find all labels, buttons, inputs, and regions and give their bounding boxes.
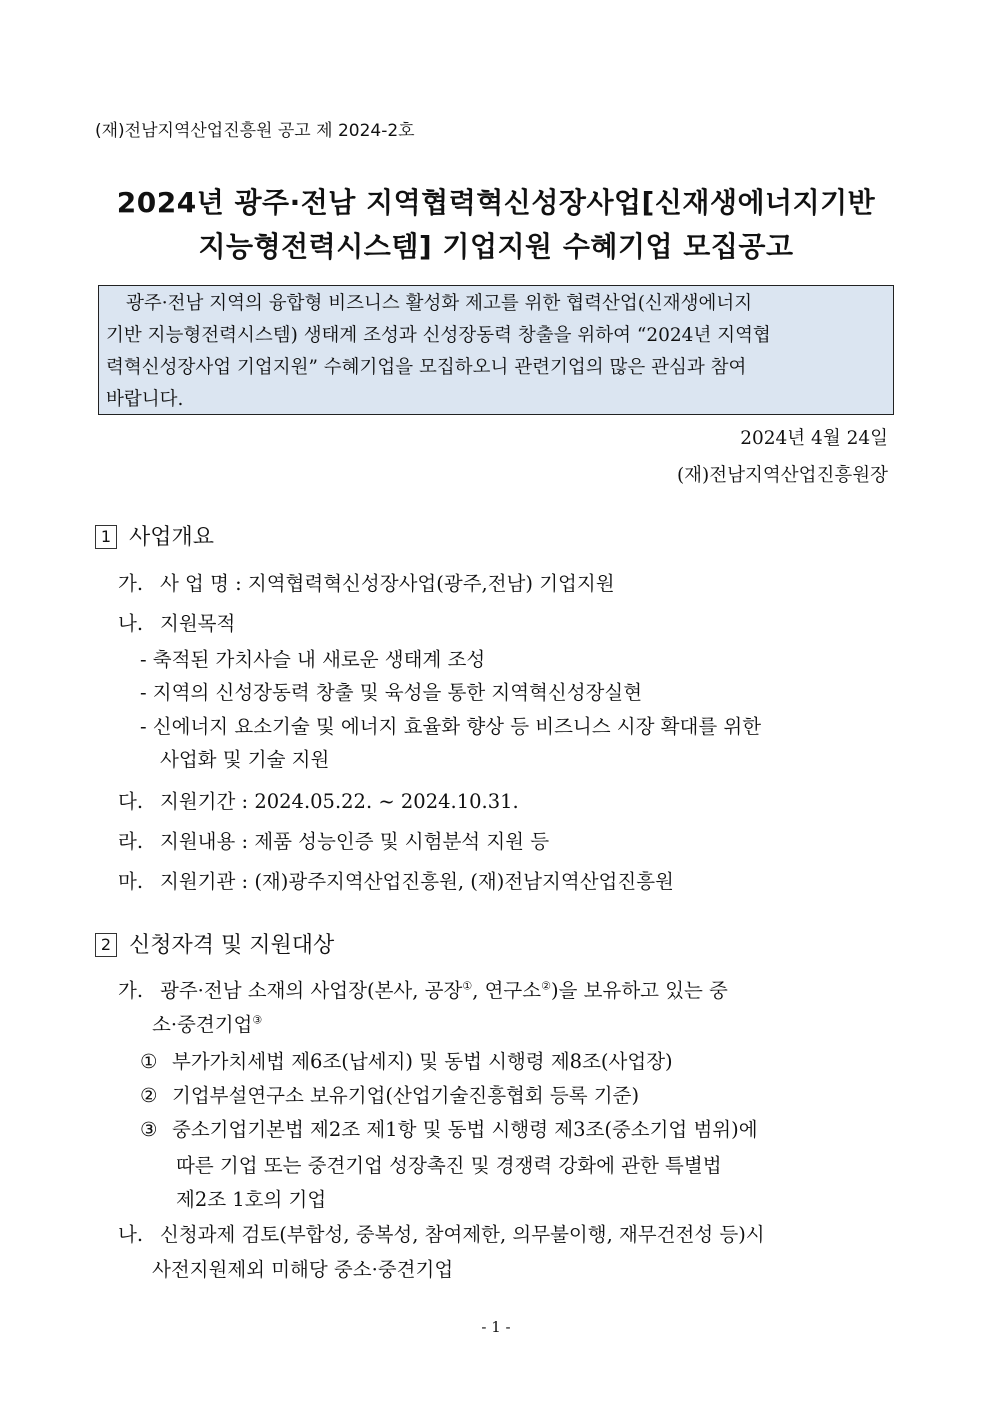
title-line-1: 2024년 광주·전남 지역협력혁신성장사업[신재생에너지기반: [116, 186, 876, 219]
purpose-bullet-continuation: 사업화 및 기술 지원: [160, 748, 330, 771]
footnote-3-continuation: 제2조 1호의 기업: [176, 1188, 327, 1211]
section-2-item-a-continuation: 소·중견기업③: [152, 1013, 263, 1036]
intro-line-1: 광주·전남 지역의 융합형 비즈니스 활성화 제고를 위한 협력산업(신재생에너지: [126, 293, 753, 314]
intro-box: [98, 285, 894, 415]
section-1-item-d: 라. 지원내용 : 제품 성능인증 및 시험분석 지원 등: [118, 830, 550, 853]
intro-line-3: 력혁신성장사업 기업지원” 수혜기업을 모집하오니 관련기업의 많은 관심과 참여: [106, 357, 747, 378]
section-2-heading: [95, 928, 334, 959]
purpose-bullet: - 축적된 가치사슬 내 새로운 생태계 조성: [140, 648, 486, 671]
intro-line-4: 바랍니다.: [106, 389, 184, 410]
section-1-item-c: 다. 지원기간 : 2024.05.22. ~ 2024.10.31.: [118, 790, 519, 813]
section-2-item-b-continuation: 사전지원제외 미해당 중소·중견기업: [152, 1258, 454, 1281]
intro-line-2: 기반 지능형전력시스템) 생태계 조성과 신성장동력 창출을 위하여 “2024년 지역협: [106, 325, 771, 346]
section-1-heading: [95, 520, 214, 551]
section-1-item-e: 마. 지원기관 : (재)광주지역산업진흥원, (재)전남지역산업진흥원: [118, 870, 674, 893]
footnote-marker: ③: [252, 1013, 263, 1027]
section-number-box: 1: [95, 525, 117, 549]
section-1-item-a: 가. 사 업 명 : 지역협력혁신성장사업(광주,전남) 기업지원: [118, 572, 615, 595]
footnote-marker: ②: [541, 979, 551, 993]
footnote-3-continuation: 따른 기업 또는 중견기업 성장촉진 및 경쟁력 강화에 관한 특별법: [176, 1154, 722, 1177]
section-title: 신청자격 및 지원대상: [129, 933, 335, 958]
notice-date: 2024년 4월 24일: [740, 428, 888, 449]
footnote-3: ③ 중소기업기본법 제2조 제1항 및 동법 시행령 제3조(중소기업 범위)에: [140, 1118, 758, 1141]
notice-number: (재)전남지역산업진흥원 공고 제 2024-2호: [95, 121, 415, 141]
purpose-bullet: - 신에너지 요소기술 및 에너지 효율화 향상 등 비즈니스 시장 확대를 위한: [140, 715, 762, 738]
purpose-bullet: - 지역의 신성장동력 창출 및 육성을 통한 지역혁신성장실현: [140, 681, 643, 704]
section-2-item-a: 가. 광주·전남 소재의 사업장(본사, 공장①, 연구소②)을 보유하고 있는 중: [118, 979, 728, 1002]
title-line-2: 지능형전력시스템] 기업지원 수혜기업 모집공고: [198, 230, 794, 263]
section-2-item-b: 나. 신청과제 검토(부합성, 중복성, 참여제한, 의무불이행, 재무건전성 등)시: [118, 1223, 765, 1246]
page-number: - 1 -: [481, 1318, 511, 1336]
footnote-marker: ①: [462, 979, 473, 993]
footnote-2: ② 기업부설연구소 보유기업(산업기술진흥협회 등록 기준): [140, 1084, 640, 1107]
issuer: (재)전남지역산업진흥원장: [676, 465, 888, 486]
section-number-box: 2: [95, 933, 117, 957]
section-1-item-b: 나. 지원목적: [118, 612, 236, 635]
footnote-1: ① 부가가치세법 제6조(납세지) 및 동법 시행령 제8조(사업장): [140, 1050, 673, 1073]
section-title: 사업개요: [129, 525, 215, 550]
